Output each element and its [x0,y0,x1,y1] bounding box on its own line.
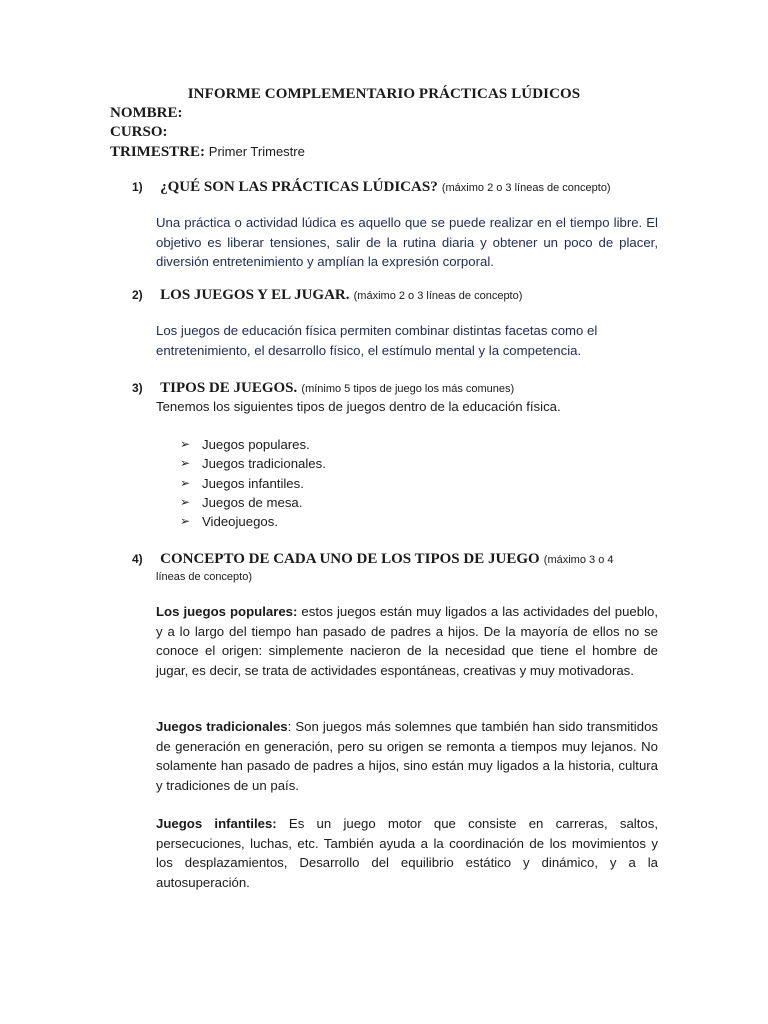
section-number: 4) [132,552,143,566]
section-hint: líneas de concepto) [156,571,253,583]
concept-term: Juegos tradicionales [156,719,288,734]
nombre-label: NOMBRE: [110,105,183,121]
list-item [180,474,326,493]
trimestre-field [110,142,305,162]
list-item-label: Juegos populares. [202,437,310,452]
section-hint: (mínimo 5 tipos de juego los más comunes) [301,383,515,395]
list-item-label: Videojuegos. [202,514,279,530]
concept-text: Es un juego motor que consiste en carreras, saltos, persecuciones, luchas, etc. También ayuda a la coordinación de los movimientos y los desplazamientos, Desarrollo del equilibrio estático y dinámico, y a la autosuperación. [156,816,658,890]
list-item [180,435,326,454]
section-number: 1) [132,180,143,194]
arrow-bullet-icon: ➢ [180,456,191,471]
list-item [180,493,326,512]
list-item-label: Juegos de mesa. [202,494,303,510]
arrow-bullet-icon: ➢ [180,475,191,490]
trimestre-label: TRIMESTRE: [110,144,206,160]
curso-label: CURSO: [110,124,168,140]
section-2-body: Los juegos de educación física permiten combinar distintas facetas como el entretenimiento, el desarrollo físico, el estímulo mental y la competencia. [156,323,598,358]
curso-field [110,123,168,142]
arrow-bullet-icon: ➢ [180,514,191,529]
section-number: 3) [132,381,143,395]
section-hint: (máximo 2 o 3 líneas de concepto) [353,290,523,302]
arrow-bullet-icon: ➢ [180,494,191,509]
game-types-list [180,435,326,531]
section-number: 2) [132,288,143,302]
list-item [180,454,326,473]
concept-infantile [156,814,658,892]
section-1-body: Una práctica o actividad lúdica es aquello que se puede realizar en el tiempo libre. El objetivo es liberar tensiones, salir de la rutina diaria y obtener un poco de placer, diversión entretenimiento y amplían la expresión corporal. [156,215,658,269]
section-1-heading [132,177,672,198]
section-hint: (máximo 2 o 3 líneas de concepto) [441,182,611,194]
concept-text: estos juegos están muy ligados a las actividades del pueblo, y a lo largo del tiempo han pasado de padres a hijos. De la mayoría de ellos no se conoce el origen: simplemente nacieron de la necesidad que tiene el hombre de jugar, es decir, se trata de actividades espontáneas, creativas y muy motivadoras. [156,604,659,678]
section-3-heading [132,378,672,399]
list-item-label: Juegos tradicionales. [202,456,326,472]
concept-term: Los juegos populares: [156,604,298,619]
section-4-hint-continued [156,567,696,587]
concept-term: Juegos infantiles: [156,816,277,831]
document-title: INFORME COMPLEMENTARIO PRÁCTICAS LÚDICOS [187,86,581,102]
section-2-heading [132,285,672,306]
section-title: TIPOS DE JUEGOS. [160,380,298,396]
trimestre-value: Primer Trimestre [208,144,305,159]
list-item-label: Juegos infantiles. [202,475,304,491]
section-title: CONCEPTO DE CADA UNO DE LOS TIPOS DE JUEGO [160,551,540,567]
section-3-intro: Tenemos los siguientes tipos de juegos dentro de la educación física. [156,399,561,414]
concept-text: : Son juegos más solemnes que también han sido transmitidos de generación en generación, pero su origen se remonta a tiempos muy lejanos. No solamente han pasado de padres a hijos, sino están muy ligados a la historia, cultura y tradiciones de un país. [156,719,658,793]
nombre-field [110,104,183,123]
concept-traditional [156,717,658,795]
arrow-bullet-icon: ➢ [180,437,191,451]
list-item [180,512,326,531]
section-hint: (máximo 3 o 4 [543,554,614,566]
concept-popular [156,602,658,680]
section-title: LOS JUEGOS Y EL JUGAR. [160,287,350,303]
section-title: ¿QUÉ SON LAS PRÁCTICAS LÚDICAS? [160,179,438,195]
